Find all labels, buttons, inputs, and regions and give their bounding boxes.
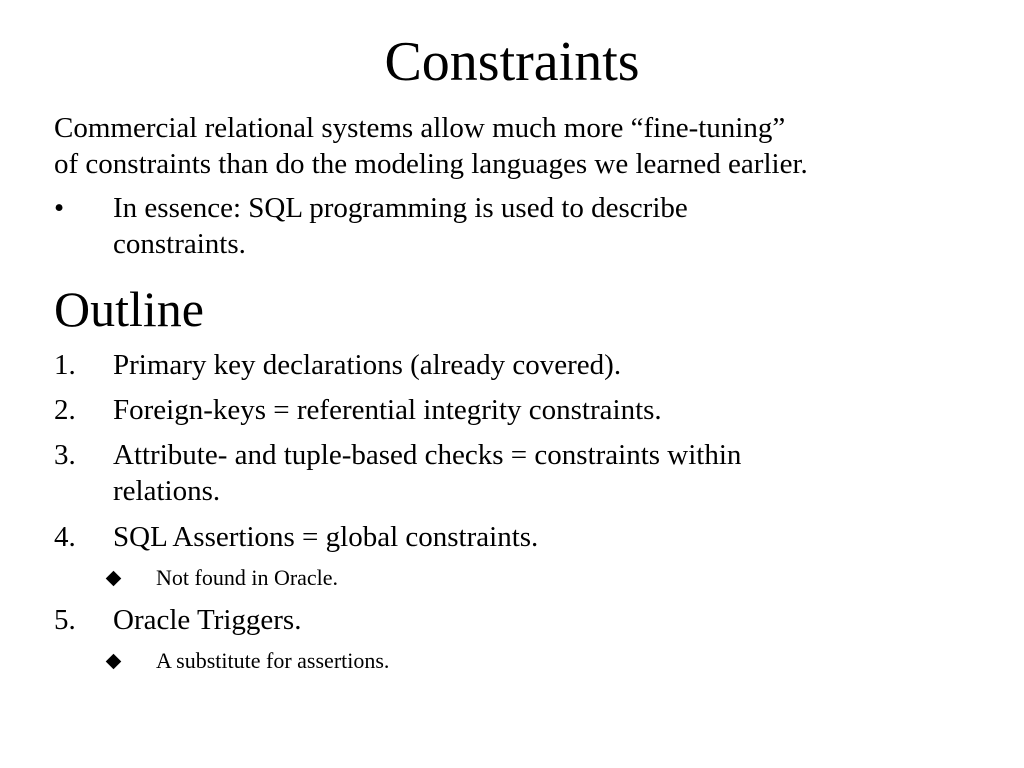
diamond-bullet-icon [106,571,122,587]
diamond-bullet-icon [106,654,122,670]
bullet-text [113,190,913,262]
bullet-line-1: In essence: SQL programming is used to describe [113,192,688,224]
outline-heading: Outline [54,281,204,337]
intro-line-2: of constraints than do the modeling languages we learned earlier. [54,148,808,180]
intro-paragraph [54,110,974,182]
item-text: Oracle Triggers. [113,604,302,636]
bullet-marker: • [54,192,65,224]
slide-title: Constraints [384,31,640,93]
item-number: 3. [54,439,76,471]
item-text: SQL Assertions = global constraints. [113,521,539,553]
item-number: 2. [54,394,76,426]
item-text [113,437,913,509]
item-text: Foreign-keys = referential integrity constraints. [113,394,662,426]
item-number: 4. [54,521,76,553]
item-line-2: relations. [113,475,221,507]
item-text: Primary key declarations (already covered). [113,349,622,381]
item-line-1: Attribute- and tuple-based checks = constraints within [113,439,742,471]
subitem-text: Not found in Oracle. [156,565,339,590]
item-number: 5. [54,604,76,636]
bullet-line-2: constraints. [113,228,246,260]
item-number: 1. [54,349,76,381]
intro-line-1: Commercial relational systems allow much more “fine-tuning” [54,112,786,144]
subitem-text: A substitute for assertions. [156,648,390,673]
